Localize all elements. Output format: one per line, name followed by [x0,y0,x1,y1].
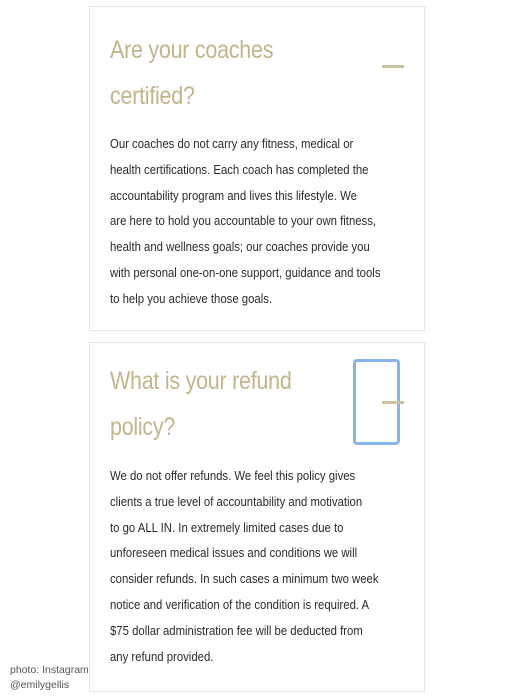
faq-question-line: What is your refund [110,367,292,395]
faq-answer-line: health certifications. Each coach has completed the [110,161,369,177]
faq-answer-line: with personal one-on-one support, guidance and tools [110,264,381,280]
faq-answer-line: We do not offer refunds. We feel this policy gives [110,468,356,483]
faq-answer-line: clients a true level of accountability and motivation [110,493,363,509]
faq-answer-line: to help you achieve those goals. [110,290,273,306]
faq-item-refund [89,342,425,692]
faq-answer-line: Our coaches do not carry any fitness, medical or [110,136,354,151]
faq-answer-line: any refund provided. [110,648,214,664]
faq-toggle-button-focused[interactable] [353,359,400,445]
faq-question[interactable] [110,27,308,119]
minus-icon [382,401,404,404]
faq-answer-line: unforeseen medical issues and conditions we will [110,545,358,561]
minus-icon [382,65,404,68]
faq-answer-line: $75 dollar administration fee will be deducted from [110,622,363,638]
faq-item-certified [89,6,425,331]
faq-answer [110,131,394,312]
faq-question-line: Are your coaches [110,36,274,64]
faq-answer-line: consider refunds. In such cases a minimum two week [110,571,379,587]
faq-question-line: certified? [110,82,195,110]
faq-answer-line: are here to hold you accountable to your own fitness, [110,213,377,229]
faq-answer-line: health and wellness goals; our coaches provide you [110,239,370,255]
faq-toggle-button[interactable] [379,59,405,75]
faq-question[interactable] [110,358,308,450]
faq-answer [110,463,394,669]
faq-answer-line: to go ALL IN. In extremely limited cases due to [110,519,344,535]
photo-credit [10,663,89,693]
photo-credit-source: photo: Instagram [10,664,89,676]
faq-answer-line: notice and verification of the condition is required. A [110,596,370,612]
faq-answer-line: accountability program and lives this lifestyle. We [110,187,357,203]
faq-question-line: policy? [110,413,176,441]
photo-credit-handle: @emilygellis [10,679,70,691]
